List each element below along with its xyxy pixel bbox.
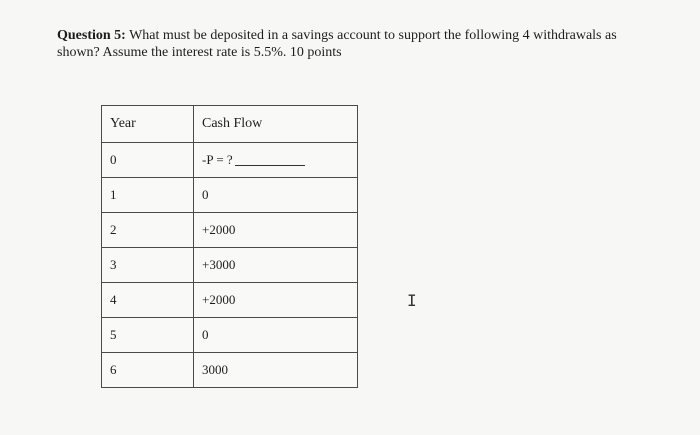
cash-flow-cell: +2000 (194, 213, 358, 248)
cash-flow-cell: 0 (194, 318, 358, 353)
present-value-unknown: -P = ? (202, 152, 233, 167)
year-cell: 0 (102, 143, 194, 178)
table-row (102, 143, 358, 178)
cash-flow-cell: 0 (194, 178, 358, 213)
cash-flow-cell (194, 143, 358, 178)
question-label: Question 5: (57, 28, 126, 43)
question-text (57, 27, 657, 61)
cash-flow-table (101, 105, 358, 388)
table-row (102, 178, 358, 213)
question-body: What must be deposited in a savings account to support the following 4 withdrawals as shown? Assume the interest rate is 5.5%. 10 points (57, 28, 617, 60)
text-cursor-icon: I (407, 291, 417, 310)
cash-flow-cell: +2000 (194, 283, 358, 318)
table-row (102, 283, 358, 318)
table-row (102, 318, 358, 353)
year-cell: 4 (102, 283, 194, 318)
year-cell: 2 (102, 213, 194, 248)
year-cell: 3 (102, 248, 194, 283)
year-cell: 1 (102, 178, 194, 213)
header-cash-flow: Cash Flow (194, 106, 358, 143)
year-cell: 5 (102, 318, 194, 353)
table-row (102, 248, 358, 283)
table-row (102, 353, 358, 388)
header-year: Year (102, 106, 194, 143)
table-row (102, 213, 358, 248)
cash-flow-cell: +3000 (194, 248, 358, 283)
cash-flow-cell: 3000 (194, 353, 358, 388)
answer-blank-line (235, 165, 305, 166)
table-header-row (102, 106, 358, 143)
year-cell: 6 (102, 353, 194, 388)
